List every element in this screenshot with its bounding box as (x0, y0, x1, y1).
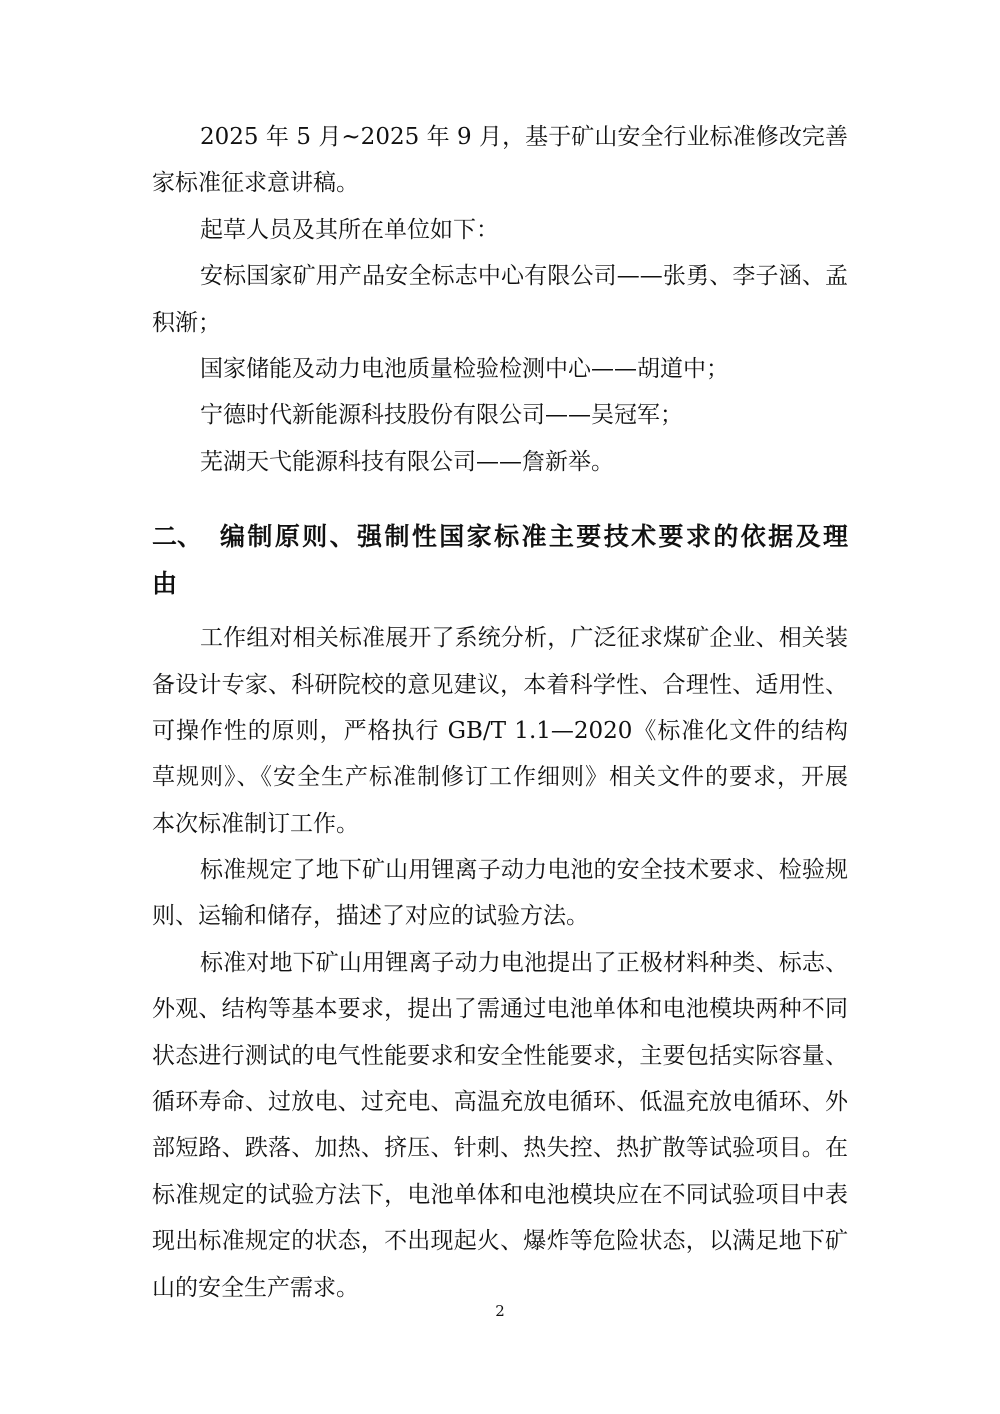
text-line: 部短路、跌落、加热、挤压、针刺、热失控、热扩散等试验项目。在 (152, 1135, 848, 1162)
text-line: 本次标准制订工作。 (152, 810, 359, 837)
page-number: 2 (495, 1302, 505, 1320)
text-line: 工作组对相关标准展开了系统分析，广泛征求煤矿企业、相关装 (200, 625, 848, 652)
paragraph (152, 114, 848, 207)
section-title-line-2: 由 (152, 569, 178, 599)
text-line: 外观、结构等基本要求，提出了需通过电池单体和电池模块两种不同 (152, 996, 848, 1023)
drafting-info-section (152, 114, 848, 485)
text-line: 起草人员及其所在单位如下： (200, 216, 499, 243)
text-line: 安标国家矿用产品安全标志中心有限公司——张勇、李子涵、孟 (200, 263, 848, 290)
text-line: 备设计专家、科研院校的意见建议，本着科学性、合理性、适用性、 (152, 671, 848, 698)
section-heading (152, 513, 848, 560)
document-body (152, 114, 848, 1311)
paragraph (152, 346, 848, 392)
paragraph (152, 940, 848, 1311)
text-line: 循环寿命、过放电、过充电、高温充放电循环、低温充放电循环、外 (152, 1089, 848, 1116)
text-line: 标准规定了地下矿山用锂离子动力电池的安全技术要求、检验规 (200, 857, 848, 884)
text-line: 国家储能及动力电池质量检验检测中心——胡道中； (200, 355, 729, 382)
text-line: 积渐； (152, 309, 221, 336)
text-line: 状态进行测试的电气性能要求和安全性能要求，主要包括实际容量、 (152, 1042, 848, 1069)
section-number: 二、 (152, 522, 203, 552)
text-line: 芜湖天弋能源科技有限公司——詹新举。 (200, 448, 614, 475)
text-line: 宁德时代新能源科技股份有限公司——吴冠军； (200, 402, 683, 429)
paragraph (152, 439, 848, 485)
text-line: 则、运输和储存，描述了对应的试验方法。 (152, 903, 589, 930)
paragraph (152, 847, 848, 940)
text-line: 山的安全生产需求。 (152, 1274, 359, 1301)
text-line: 可操作性的原则，严格执行 GB/T 1.1—2020《标准化文件的结构 (152, 717, 848, 744)
text-line: 标准对地下矿山用锂离子动力电池提出了正极材料种类、标志、 (200, 949, 848, 976)
paragraph (152, 615, 848, 847)
text-line: 现出标准规定的状态，不出现起火、爆炸等危险状态，以满足地下矿 (152, 1228, 848, 1255)
text-line: 家标准征求意讲稿。 (152, 170, 359, 197)
text-line: 标准规定的试验方法下，电池单体和电池模块应在不同试验项目中表 (152, 1181, 848, 1208)
paragraph (152, 253, 848, 346)
principles-section (152, 615, 848, 1311)
section-title-line-1: 编制原则、强制性国家标准主要技术要求的依据及理 (220, 522, 848, 552)
paragraph (152, 207, 848, 253)
paragraph (152, 392, 848, 438)
text-line: 2025 年 5 月~2025 年 9 月，基于矿山安全行业标准修改完善 (200, 124, 848, 150)
text-line: 草规则》、《安全生产标准制修订工作细则》相关文件的要求，开展 (152, 764, 848, 791)
